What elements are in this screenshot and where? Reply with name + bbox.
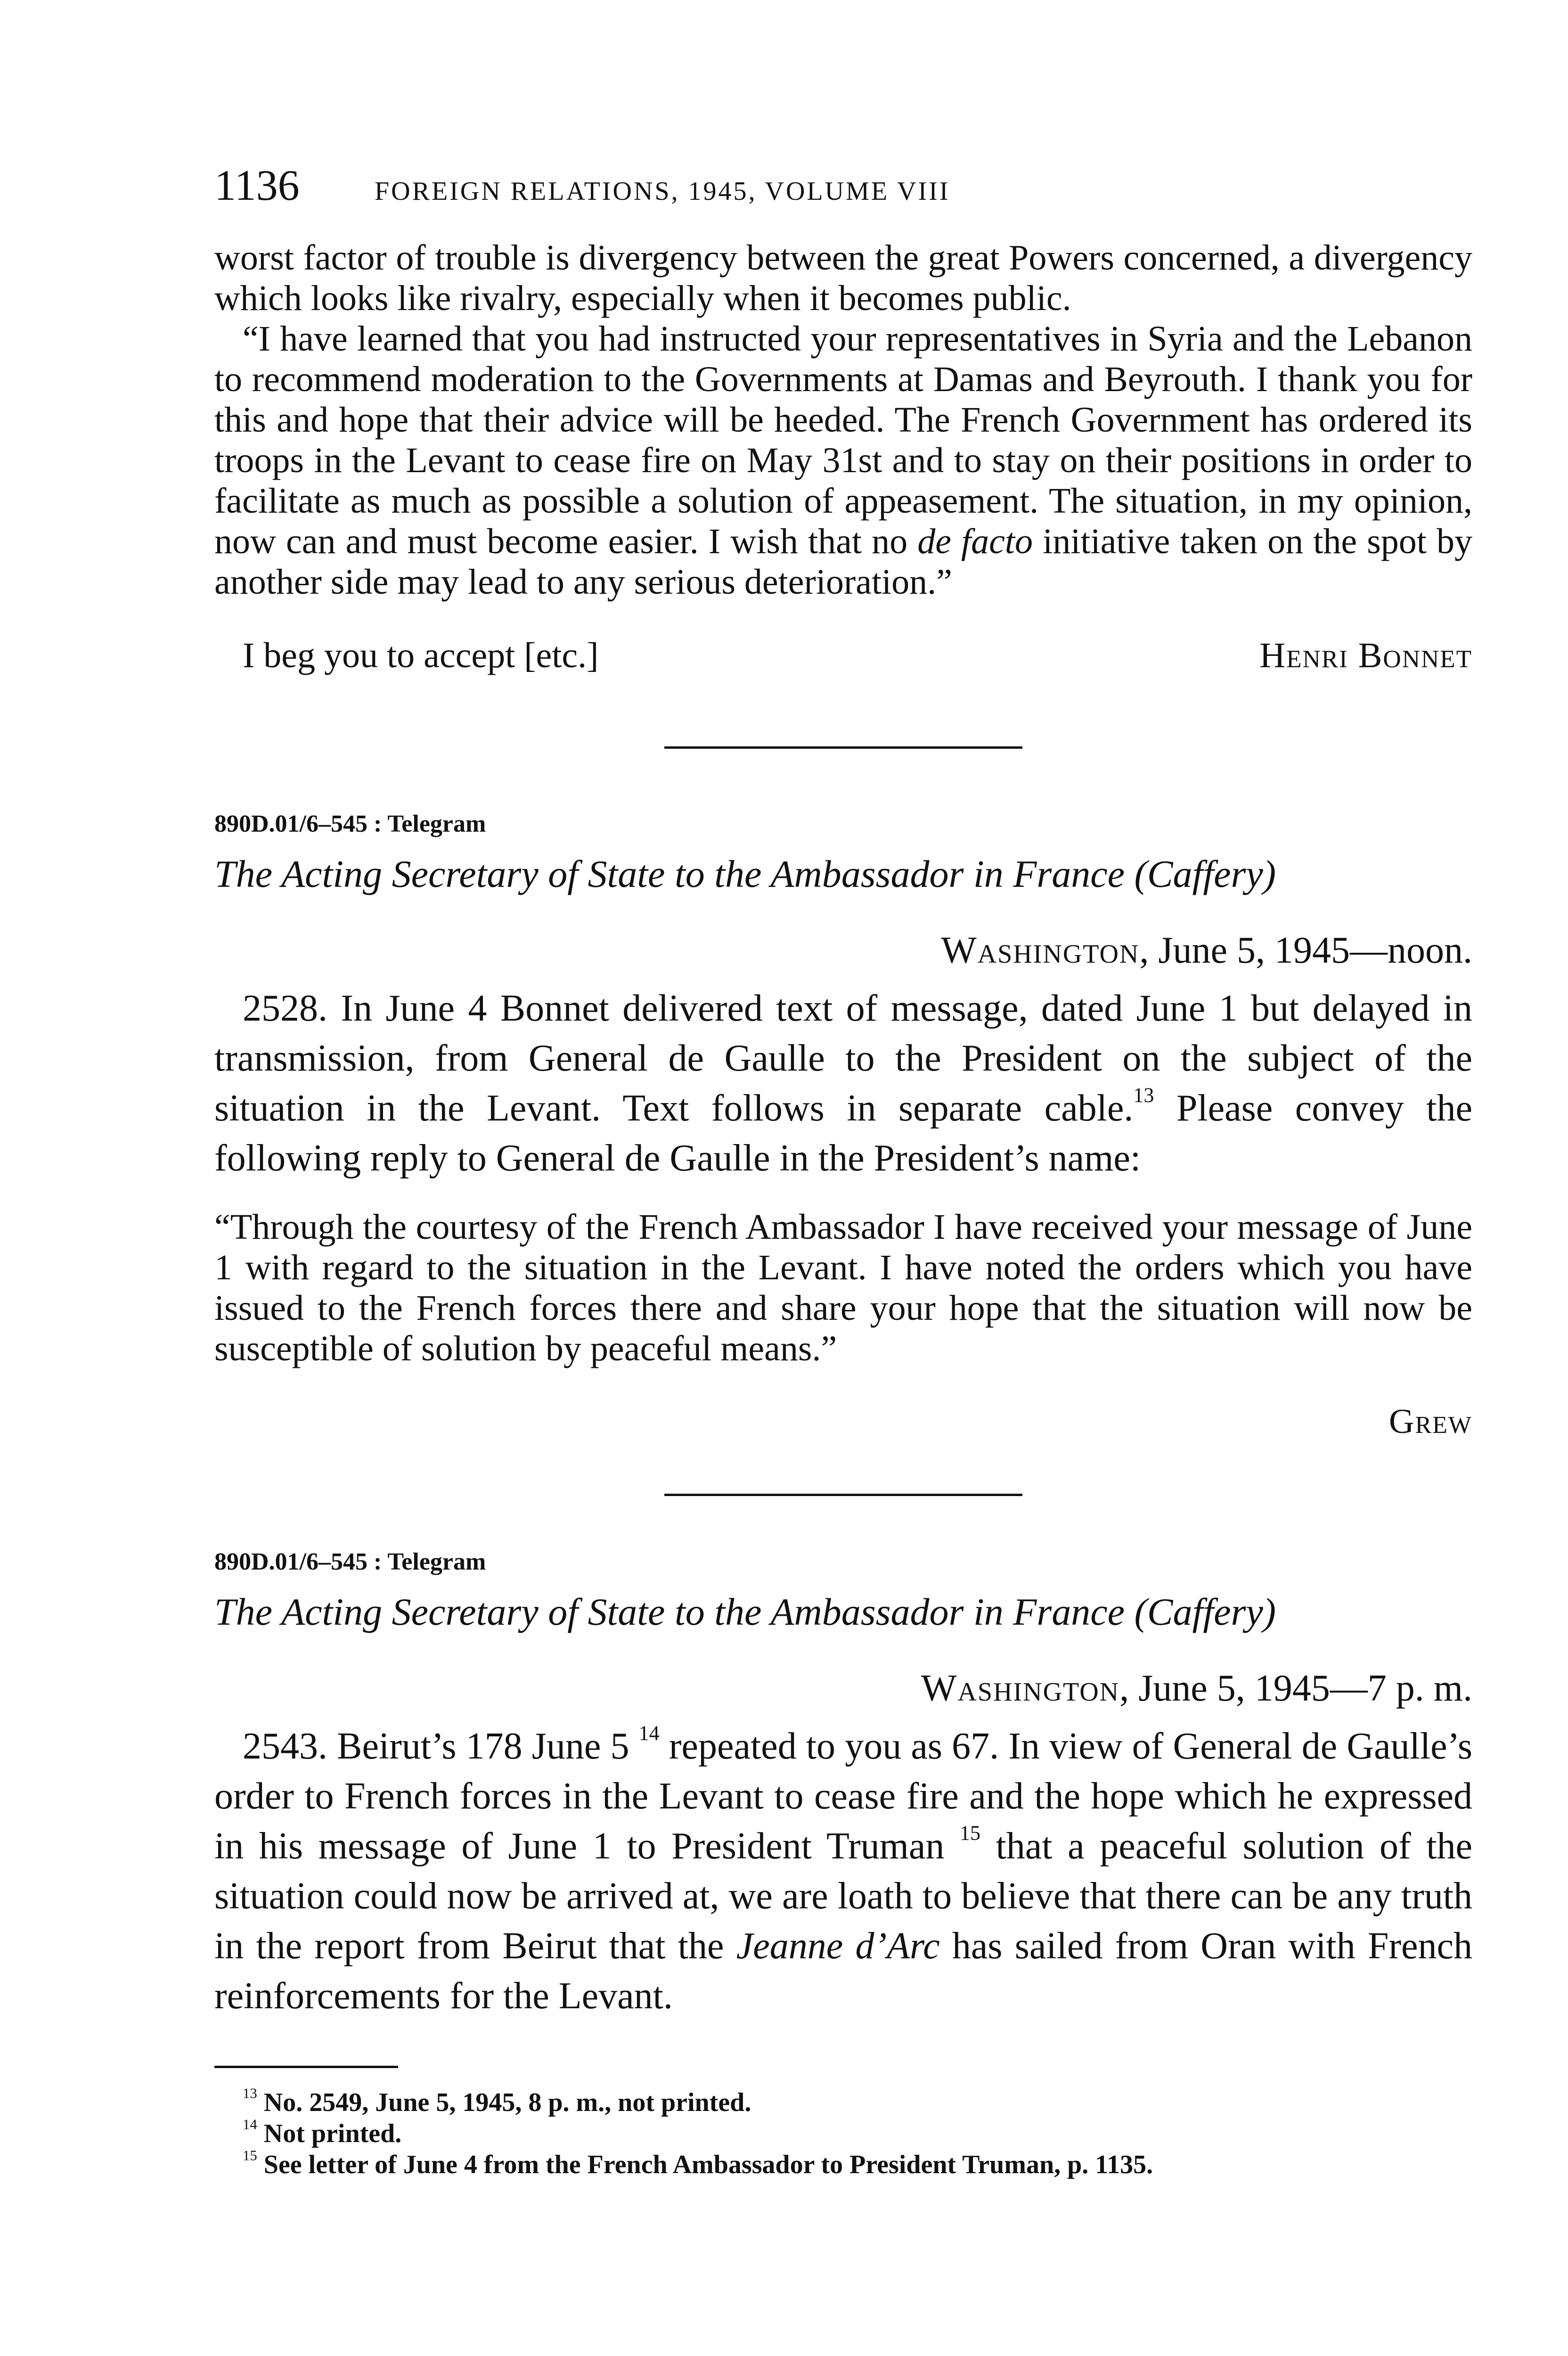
running-title: FOREIGN RELATIONS, 1945, VOLUME VIII — [375, 177, 950, 206]
file-reference — [214, 1548, 1472, 1576]
document-heading: The Acting Secretary of State to the Ambassador in France (Caffery) — [214, 1590, 1276, 1633]
footnote-ref: 13 — [1133, 1083, 1154, 1107]
letter-closing-row — [214, 635, 1472, 676]
file-reference — [214, 810, 1472, 838]
footnote-text: Not printed. — [257, 2119, 402, 2148]
letter-quote-italic: de facto — [917, 522, 1033, 561]
telegram-text-b: repeated to you as 67. In view of General de Gaulle’s order to French forces in the Levant to cease fire and the hope which he expressed in his message of June 1 to President Truman — [214, 1726, 1472, 1867]
file-ref-type: : Telegram — [374, 1548, 486, 1575]
section-divider — [664, 746, 1022, 749]
telegram-paragraph — [214, 1721, 1472, 2021]
dateline-place: Washington — [921, 1668, 1120, 1709]
file-ref-type: : Telegram — [374, 810, 486, 837]
footnote-ref: 15 — [960, 1821, 980, 1845]
telegram-signature: Grew — [1389, 1402, 1472, 1441]
footnote-mark: 15 — [243, 2147, 257, 2164]
letter-closing: I beg you to accept [etc.] — [243, 636, 599, 675]
telegram-paragraph — [214, 983, 1472, 1183]
footnote — [214, 2118, 1472, 2149]
letter-continuation: worst factor of trouble is divergency between the great Powers concerned, a divergency which looks like rivalry, especially when it becomes public. — [214, 238, 1472, 318]
footnote-mark: 13 — [243, 2085, 257, 2102]
file-ref-number: 890D.01/6–545 — [214, 1548, 368, 1575]
telegram-quote: “Through the courtesy of the French Ambassador I have received your message of June 1 with regard to the situation in the Levant. I have noted the orders which you have issued to the French forces there and share your hope that the situation will now be susceptible of solution by peaceful means.” — [214, 1207, 1472, 1368]
letter-quote-part1: “I have learned that you had instructed your representatives in Syria and the Lebanon to recommend moderation to the Governments at Damas and Beyrouth. I thank you for this and hope that their advice will be heeded. The French Government has ordered its troops in the Levant to cease fire on May 31st and to stay on their positions in order to facilitate as much as possible a solution of appeasement. The situation, in my opinion, now can and must become easier. I wish that no — [214, 319, 1472, 561]
dateline-date: , June 5, 1945—7 p. m. — [1119, 1668, 1472, 1709]
ship-name: Jeanne d’Arc — [736, 1925, 940, 1967]
dateline-date: , June 5, 1945—noon. — [1139, 930, 1472, 971]
footnote — [214, 2149, 1472, 2180]
telegram-text-b: Please convey the following reply to General de Gaulle in the President’s name: — [214, 1088, 1472, 1179]
footnote-divider — [214, 2066, 398, 2068]
section-divider — [664, 1494, 1022, 1496]
dateline — [214, 929, 1472, 972]
letter-signature: Henri Bonnet — [1259, 636, 1472, 675]
letter-quote-part2: initiative taken on the spot by another side may lead to any serious deterioration.” — [214, 522, 1472, 602]
telegram-text-a: 2528. In June 4 Bonnet delivered text of message, dated June 1 but delayed in transmission, from General de Gaulle to the President on the subject of the situation in the Levant. Text follows in separate cable. — [214, 988, 1472, 1129]
running-head — [214, 160, 1472, 210]
telegram-text-a: 2543. Beirut’s 178 June 5 — [243, 1726, 639, 1767]
file-ref-number: 890D.01/6–545 — [214, 810, 368, 837]
telegram-text-d: has sailed from Oran with French reinforcements for the Levant. — [214, 1925, 1473, 2017]
footnote — [214, 2087, 1472, 2118]
footnote-ref: 14 — [638, 1721, 660, 1745]
dateline — [214, 1667, 1472, 1710]
telegram-text-c: that a peaceful solution of the situation could now be arrived at, we are loath to believe that there can be any truth in the report from Beirut that the — [214, 1825, 1472, 1967]
page-number: 1136 — [214, 161, 300, 209]
footnote-text: See letter of June 4 from the French Ambassador to President Truman, p. 1135. — [257, 2150, 1153, 2179]
footnote-mark: 14 — [243, 2116, 257, 2133]
document-page — [214, 160, 1472, 2180]
footnote-text: No. 2549, June 5, 1945, 8 p. m., not printed. — [257, 2088, 751, 2117]
letter-quote — [214, 319, 1472, 602]
dateline-place: Washington — [941, 930, 1140, 971]
document-heading: The Acting Secretary of State to the Ambassador in France (Caffery) — [214, 852, 1276, 895]
